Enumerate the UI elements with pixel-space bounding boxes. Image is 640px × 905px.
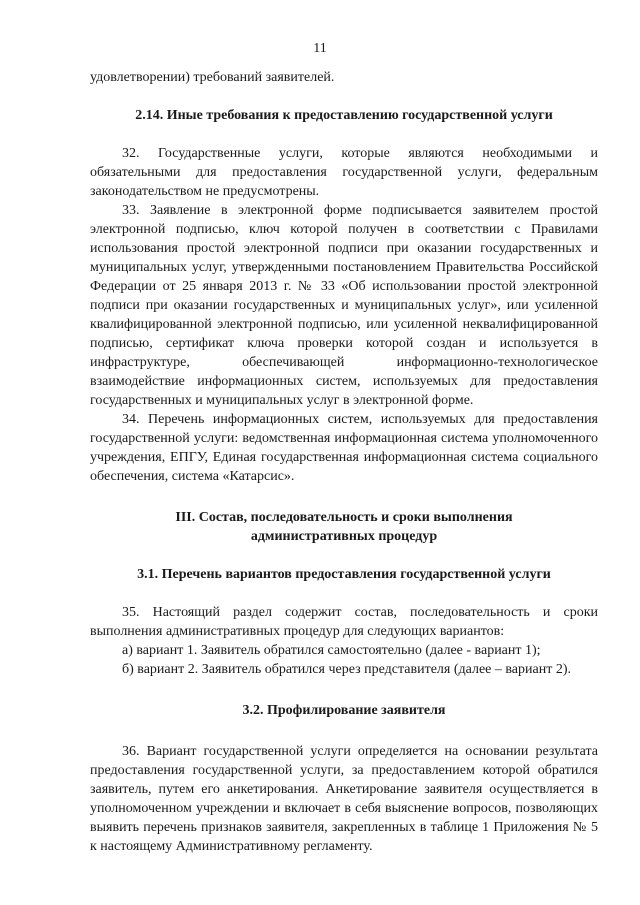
heading-3-line2: административных процедур xyxy=(250,529,438,544)
paragraph-36: 36. Вариант государственной услуги определяется на основании результата предоставления государственной услуги, за предоставлением которой обратился заявитель, путем его анкетирования. Анкетирование заявителя осуществляется в уполномоченном учреждении и включает в себя выяснение вопросов, позволяющих выявить перечень признаков заявителя, закрепленных в таблице 1 Приложения № 5 к настоящему Административному регламенту. xyxy=(90,744,598,854)
heading-3-line1: III. Состав, последовательность и сроки выполнения xyxy=(175,510,513,525)
page-number: 11 xyxy=(313,41,327,56)
paragraph-35: 35. Настоящий раздел содержит состав, последовательность и сроки выполнения административных процедур для следующих вариантов: xyxy=(90,605,598,639)
heading-3-1: 3.1. Перечень вариантов предоставления государственной услуги xyxy=(137,567,551,582)
paragraph-32: 32. Государственные услуги, которые являются необходимыми и обязательными для предоставления государственной услуги, федеральным законодательством не предусмотрены. xyxy=(90,146,598,199)
paragraph-34: 34. Перечень информационных систем, используемых для предоставления государственной услуги: ведомственная информационная система уполномоченного учреждения, ЕПГУ, Единая государственная информационная система социального обеспечения, система «Катарсис». xyxy=(90,412,598,484)
heading-3-2: 3.2. Профилирование заявителя xyxy=(242,703,446,718)
intro-line: удовлетворении) требований заявителей. xyxy=(90,70,335,85)
heading-2-14: 2.14. Иные требования к предоставлению государственной услуги xyxy=(135,108,553,123)
variant-a: а) вариант 1. Заявитель обратился самостоятельно (далее - вариант 1); xyxy=(122,643,541,658)
paragraph-33: 33. Заявление в электронной форме подписывается заявителем простой электронной подписью, ключ которой получен в соответствии с Правилами использования простой электронной подписи при оказании государственных и муниципальных услуг, утвержденными постановлением Правительства Российской Федерации от 25 января 2013 г. № 33 «Об использовании простой электронной подписи при оказании государственных и муниципальных услуг», или усиленной квалифицированной электронной подписью, или усиленной неквалифицированной подписью, сертификат ключа проверки которой создан и используется в инфраструктуре, обеспечивающей информационно-технологическое взаимодействие информационных систем, используемых для предоставления государственных и муниципальных услуг в электронной форме. xyxy=(90,203,598,408)
document-body xyxy=(90,68,598,856)
variant-b: б) вариант 2. Заявитель обратился через представителя (далее – вариант 2). xyxy=(122,662,571,677)
